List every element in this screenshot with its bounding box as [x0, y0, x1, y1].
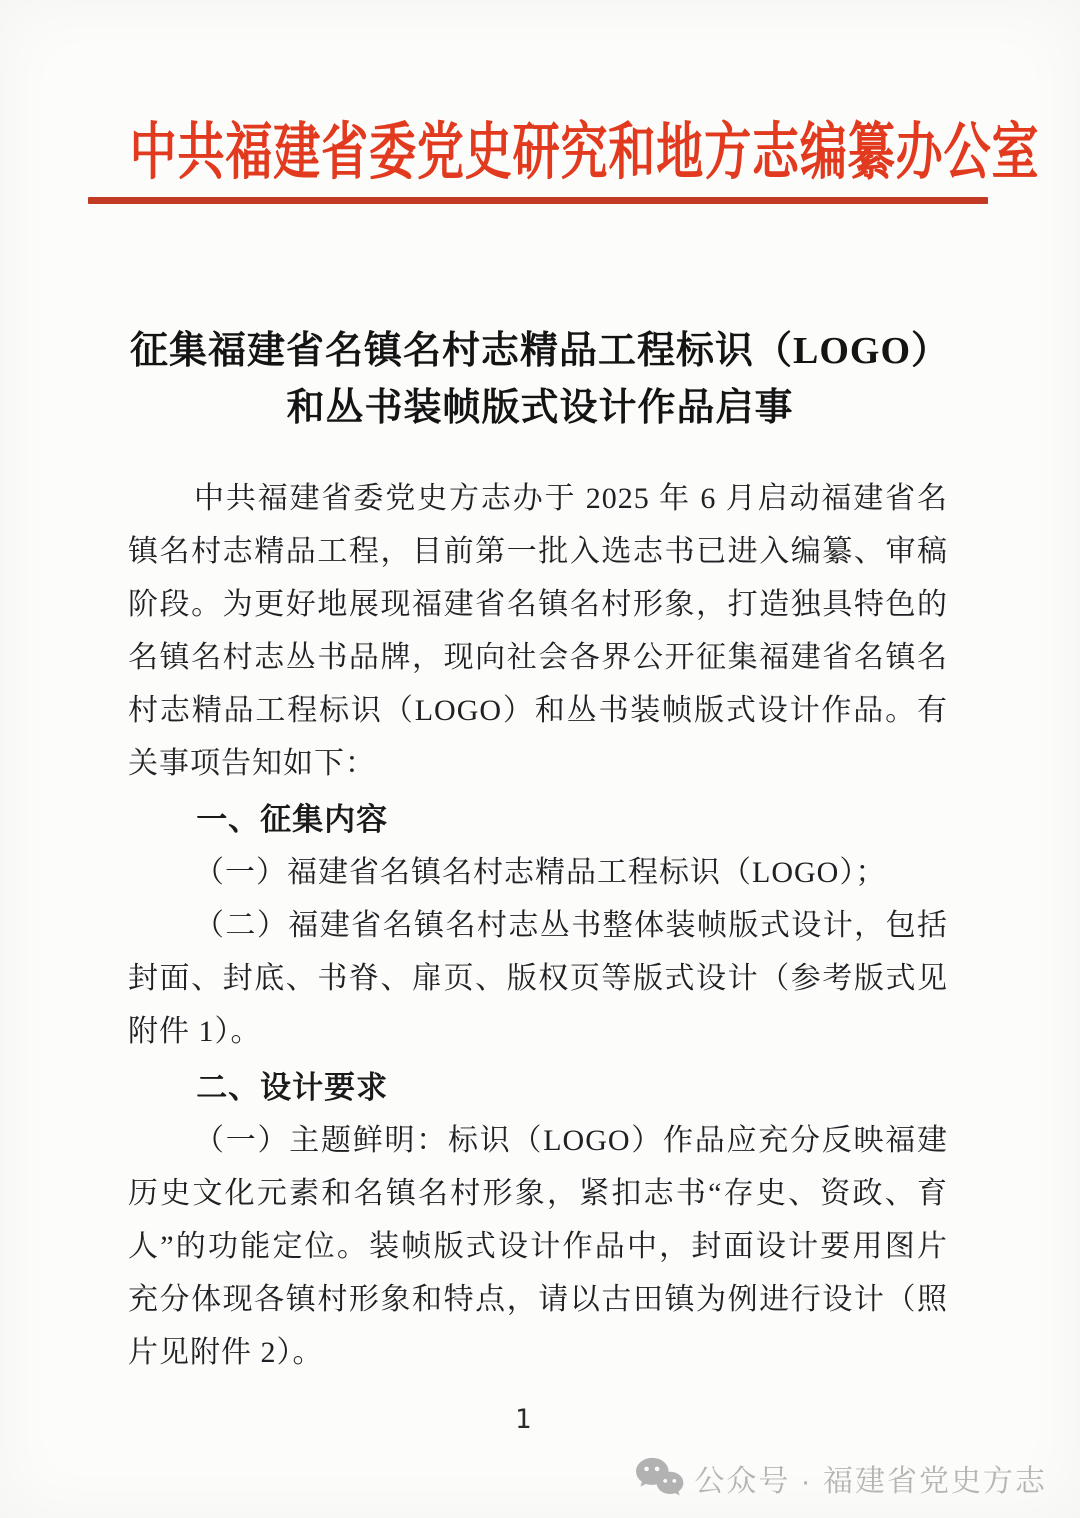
section2-item1: （一）主题鲜明：标识（LOGO）作品应充分反映福建历史文化元素和名镇名村形象，紧扣志书“存史、资政、育人”的功能定位。装帧版式设计作品中，封面设计要用图片充分体现各镇村形象和特点，请以古田镇为例进行设计（照片见附件 2）。 — [128, 1124, 948, 1369]
doc-title — [0, 323, 1080, 437]
letterhead-org-name: 中共福建省委党史研究和地方志编纂办公室 — [129, 119, 1040, 187]
page-number: 1 — [514, 1404, 532, 1435]
section1-heading: 一、征集内容 — [196, 802, 389, 837]
doc-title-line1: 征集福建省名镇名村志精品工程标识（LOGO） — [129, 330, 951, 372]
watermark — [634, 1456, 1047, 1500]
doc-body — [128, 472, 948, 1379]
section1-item1: （一）福建省名镇名村志精品工程标识（LOGO）； — [194, 856, 887, 889]
wechat-icon — [634, 1456, 684, 1500]
watermark-text: 公众号 · 福建省党史方志 — [694, 1465, 1047, 1498]
doc-title-line2: 和丛书装帧版式设计作品启事 — [286, 387, 794, 429]
section1-item2: （二）福建省名镇名村志丛书整体装帧版式设计，包括封面、封底、书脊、扉页、版权页等版式设计（参考版式见附件 1）。 — [128, 909, 948, 1048]
intro-paragraph: 中共福建省委党史方志办于 2025 年 6 月启动福建省名镇名村志精品工程，目前第一批入选志书已进入编纂、审稿阶段。为更好地展现福建省名镇名村形象，打造独具特色的名镇名村志丛书品牌，现向社会各界公开征集福建省名镇名村志精品工程标识（LOGO）和丛书装帧版式设计作品。有关事项告知如下： — [128, 482, 948, 780]
section2-heading: 二、设计要求 — [196, 1070, 389, 1105]
letterhead-rule — [88, 197, 988, 204]
